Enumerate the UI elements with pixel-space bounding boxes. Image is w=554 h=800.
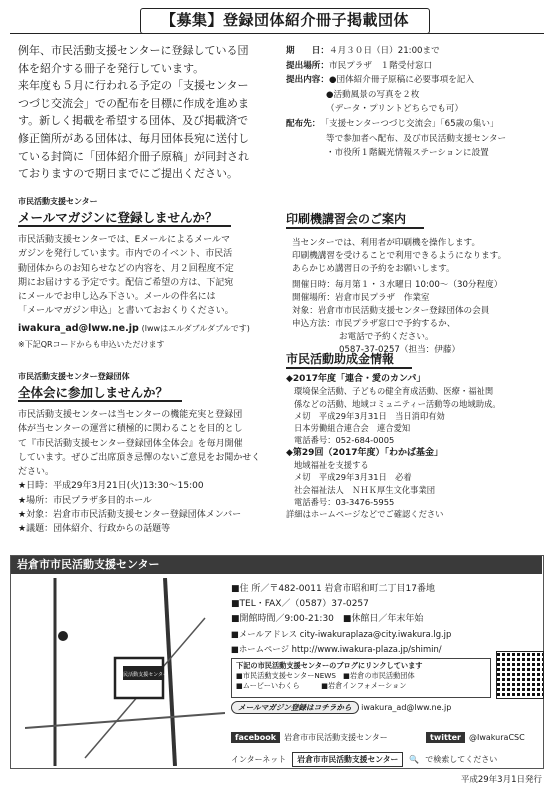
- meeting-item: ★日時：平成29年3月21日(火)13:30〜15:00: [18, 481, 204, 492]
- blog-links[interactable]: ■市民活動支援センターNEWS ■岩倉の市民活動団体: [236, 671, 415, 680]
- grant-line: 係などの活動、地域コミュニティー活動等の地域助成。: [294, 398, 501, 409]
- twitter-icon[interactable]: twitter: [426, 732, 465, 743]
- tel-line: 0587-37-0257（担当：伊藤）: [339, 345, 461, 355]
- email-note: (lwwはエルダブルダブルです): [141, 323, 250, 333]
- section-title: 全体会に参加しませんか？: [18, 385, 182, 402]
- intro-line: 体を紹介する冊子を発行しています。: [18, 61, 205, 75]
- homepage-link[interactable]: ■ホームページ http://www.iwakura-plaza.jp/shimin/: [231, 644, 442, 654]
- submit-label: 提出場所：: [286, 60, 329, 71]
- meeting-item: ★議題：団体紹介、行政からの話題等: [18, 524, 171, 535]
- grant-line: 日本労働組合連合会 連合愛知: [294, 423, 411, 434]
- grant-title: ◆2017年度「連合・愛のカンパ」: [286, 374, 426, 384]
- contact-list: [231, 582, 491, 657]
- center-title-bar: 岩倉市市民活動支援センター: [11, 556, 542, 574]
- mail-magazine-address[interactable]: iwakura_ad@lww.ne.jp: [361, 703, 452, 712]
- body-line: 期にお届けする予定です。配信ご希望の方は、下記宛: [18, 277, 234, 288]
- mail-magazine-section: [18, 197, 280, 350]
- body-line: 体が当センターの運営に積極的に関わることを目的とし: [18, 424, 243, 435]
- submission-info: [286, 44, 548, 161]
- date-line: 開催日時：毎月第１・３水曜日 10:00〜（30分程度）: [292, 280, 503, 290]
- grant-line: 電話番号：03-3476-5955: [294, 496, 395, 507]
- issue-date: 平成29年3月1日発行: [460, 775, 542, 785]
- section-body: [18, 408, 280, 537]
- body-line: 動団体からのお知らせなどの内容を、月２回程度不定: [18, 263, 234, 274]
- facebook-icon[interactable]: facebook: [231, 732, 280, 743]
- mail-magazine-button[interactable]: メールマガジン登録はコチラから: [231, 701, 359, 714]
- grant-section: [286, 348, 548, 521]
- dist-label: 配布先：: [286, 118, 321, 129]
- body-line: 市民活動支援センターは当センターの機能充実と登録団: [18, 410, 243, 420]
- intro-line: ている封筒に「団体紹介冊子原稿」が同封され: [18, 149, 249, 163]
- body-line: ださい。: [18, 467, 55, 478]
- section-title: メールマガジンに登録しませんか？: [18, 210, 231, 227]
- section-caption: 市民活動支援センター: [18, 197, 98, 206]
- internet-label: インターネット: [231, 755, 287, 764]
- grant-line: メ切 平成29年3月31日 必着: [294, 472, 412, 483]
- intro-line: す。新しく掲載を希望する団体、及び掲載済で: [18, 114, 249, 128]
- tel-fax: ■TEL・FAX／（0587）37-0257: [231, 599, 369, 609]
- printer-section: [286, 208, 548, 357]
- intro-line: 修正箇所がある団体は、毎月団体長宛に送付し: [18, 131, 249, 145]
- qr-note: ※下記QRコードからも申込いただけます: [18, 340, 165, 350]
- access-map: [25, 578, 225, 766]
- search-icon[interactable]: 🔍: [409, 755, 420, 764]
- twitter-name[interactable]: @IwakuraCSC: [468, 733, 525, 742]
- map-center-label: 市民活動支援センター: [118, 672, 168, 678]
- section-title: 市民活動助成金情報: [286, 351, 412, 369]
- body-line: 「メールマガジン申込」と書いておおくりください。: [18, 306, 234, 317]
- deadline-label: 期 日：: [286, 46, 329, 56]
- place-line: 開催場所：岩倉市民プラザ 作業室: [292, 293, 430, 303]
- facebook-row: [231, 732, 388, 743]
- body-line: て『市民活動支援センター登録団体全体会』を毎月開催: [18, 438, 243, 449]
- content-value: ●活動風景の写真を２枚: [326, 89, 420, 100]
- submit-value: 市民プラザ １階受付窓口: [328, 60, 433, 71]
- qr-code[interactable]: [496, 651, 544, 699]
- section-title: 印刷機講習会のご案内: [286, 211, 424, 229]
- grant-more: 詳細はホームページなどでご確認ください: [286, 509, 444, 520]
- apply-line: お電話で予約ください。: [339, 332, 434, 342]
- opening-hours: ■開館時間／9:00-21:30: [231, 614, 334, 624]
- target-line: 対象：岩倉市市民活動支援センター登録団体の会員: [292, 306, 490, 316]
- blog-links-box: [231, 658, 491, 698]
- body-line: あらかじめ講習日の予約をお願いします。: [292, 264, 455, 274]
- body-line: ガジンを発行しています。市内でのイベント、市民活: [18, 249, 233, 260]
- blog-title: 下記の市民活動支援センターのブログにリンクしています: [236, 661, 423, 670]
- meeting-item: ★対象：岩倉市市民活動支援センター登録団体メンバー: [18, 510, 242, 521]
- content-value: ●団体紹介冊子原稿に必要事項を記入: [328, 75, 474, 86]
- intro-line: ておりますので期日までにご提出ください。: [18, 167, 238, 181]
- grant-line: 電話番号：052-684-0005: [294, 435, 395, 446]
- dist-value: 「支援センターつづじ交流会」「65歳の集い」: [320, 118, 499, 129]
- section-caption: 市民活動支援センター登録団体: [18, 372, 130, 381]
- email-address[interactable]: ■メールアドレス city-iwakuraplaza@city.iwakura.lg.jp: [231, 629, 452, 639]
- body-line: 市民活動支援センターでは、Eメールによるメールマ: [18, 235, 230, 245]
- grant-line: メ切 平成29年3月31日 当日消印有効: [294, 410, 445, 421]
- grant-title: ◆第29回（2017年度）「わかば基金」: [286, 447, 443, 458]
- closed-days: ■休館日／年末年始: [342, 614, 424, 624]
- search-instruction: で検索してください: [425, 755, 498, 764]
- map-route-marker: [58, 631, 68, 641]
- body-line: 当センターでは、利用者が印刷機を操作します。: [292, 238, 481, 248]
- intro-line: つづじ交流会」での配布を目標に作成を進めま: [18, 96, 249, 110]
- blog-links[interactable]: ■ムービーいわくら ■岩倉インフォメーション: [236, 681, 407, 690]
- intro-text: [18, 42, 280, 183]
- email-link[interactable]: iwakura_ad@lww.ne.jp: [18, 322, 139, 334]
- content-label: 提出内容：: [286, 75, 329, 86]
- section-body: [286, 237, 548, 357]
- general-meeting-section: [18, 372, 280, 537]
- search-box[interactable]: 岩倉市市民活動支援センター: [292, 752, 403, 767]
- meeting-item: ★場所：市民プラザ多目的ホール: [18, 495, 152, 506]
- section-body: [18, 233, 280, 319]
- section-body: [286, 373, 548, 521]
- grant-line: 環境保全活動、子どもの健全育成活動、医療・福祉関: [294, 386, 494, 397]
- deadline-value: ４月３０日（日）21:00まで: [328, 46, 440, 56]
- apply-line: 申込方法：市民プラザ窓口で予約するか、: [292, 319, 456, 329]
- center-info-box: [10, 555, 544, 769]
- intro-line: 来年度も５月に行われる予定の「支援センター: [18, 79, 249, 93]
- body-line: しています。ぜひご出席頂き忌憚のないご意見をお聞かせく: [18, 452, 261, 463]
- search-row: [231, 752, 497, 767]
- dist-value: ・市役所１階観光情報ステーションに設置: [326, 148, 489, 159]
- grant-line: 社会福祉法人 ＮＨＫ厚生文化事業団: [294, 484, 436, 495]
- grant-line: 地域福祉を支援する: [294, 460, 369, 471]
- title-rule: [10, 33, 544, 34]
- dist-value: 等で参加者へ配布、及び市民活動支援センター: [326, 133, 507, 144]
- address: ■住 所／〒482-0011 岩倉市昭和町二丁目17番地: [231, 584, 436, 594]
- intro-line: 例年、市民活動支援センターに登録している団: [18, 44, 249, 57]
- facebook-name[interactable]: 岩倉市市民活動支援センター: [284, 733, 388, 742]
- content-value: （データ・プリントどちらでも可）: [326, 104, 464, 115]
- body-line: にメールでお申し込み下さい。メールの件名には: [18, 292, 216, 303]
- body-line: 印刷機講習を受けることで利用できるようになります。: [292, 251, 507, 261]
- twitter-row: [426, 732, 525, 743]
- mail-magazine-signup: [231, 701, 451, 714]
- page-title: 【募集】登録団体紹介冊子掲載団体: [140, 8, 430, 34]
